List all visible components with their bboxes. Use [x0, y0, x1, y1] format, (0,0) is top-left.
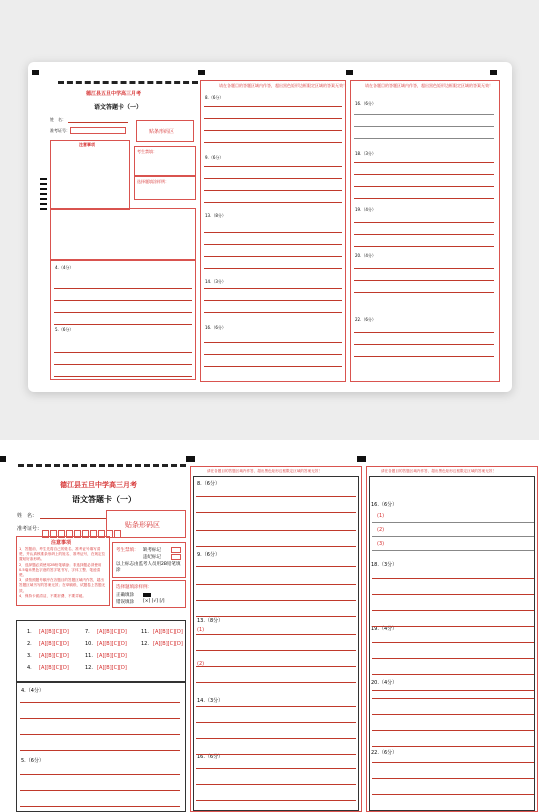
writing-line — [354, 268, 494, 269]
writing-line — [372, 658, 534, 659]
answer-sheet-full — [0, 440, 539, 812]
column-2-box: 请在各题目的答题区域内作答，超出黑色矩形边框限定区域的答案无效！ 8.（6分） 9.（6分） 13.（8分） (1) (2) 14.（3分） 16.（6分） — [190, 466, 362, 812]
mc-options[interactable]: [A][B][C][D] — [97, 653, 127, 659]
writing-line — [54, 288, 192, 289]
exam-no-boxes — [70, 127, 126, 134]
mc-options[interactable]: [A][B][C][D] — [153, 641, 183, 647]
writing-line — [204, 232, 342, 233]
mc-question-number: 4. — [27, 665, 32, 671]
mc-box — [50, 208, 196, 260]
mc-question-number: 1. — [27, 629, 32, 635]
writing-line — [204, 366, 342, 367]
writing-line — [20, 734, 180, 735]
writing-line — [196, 616, 356, 617]
notice-box — [16, 536, 110, 606]
name-field-line — [68, 122, 128, 123]
alignment-mark — [346, 70, 353, 75]
writing-line — [204, 354, 342, 355]
writing-line — [204, 190, 342, 191]
alignment-mark — [490, 70, 497, 75]
mc-options[interactable]: [A][B][C][D] — [39, 641, 69, 647]
sheet-title: 德江县五旦中学高三月考 — [60, 481, 137, 489]
writing-line — [196, 584, 356, 585]
exam-no-label: 准考证号： — [50, 128, 70, 133]
writing-line — [196, 722, 356, 723]
alignment-mark — [198, 70, 205, 75]
writing-line — [354, 174, 494, 175]
writing-line — [196, 650, 356, 651]
writing-line — [354, 246, 494, 247]
writing-line — [196, 666, 356, 667]
q13-label: 13.（8分） — [197, 618, 224, 624]
writing-line — [354, 198, 494, 199]
correct-fill-sample — [143, 593, 151, 597]
writing-line — [196, 682, 356, 683]
writing-line — [204, 288, 342, 289]
writing-line — [372, 762, 534, 763]
writing-line — [20, 790, 180, 791]
name-field-line[interactable] — [40, 518, 106, 519]
writing-line — [354, 234, 494, 235]
q16b-label: 16.（6分） — [197, 754, 224, 760]
absent-checkbox[interactable] — [171, 547, 181, 553]
name-label: 姓 名： — [50, 117, 66, 122]
mc-options[interactable]: [A][B][C][D] — [97, 665, 127, 671]
writing-line — [54, 312, 192, 313]
q8-label: 8.（6分） — [197, 481, 220, 487]
timing-mark — [40, 198, 47, 200]
writing-line — [196, 784, 356, 785]
writing-line — [20, 774, 180, 775]
writing-line — [54, 364, 192, 365]
mc-question-number: 11. — [85, 653, 93, 659]
writing-line — [354, 344, 494, 345]
writing-line — [196, 512, 356, 513]
mc-question-number: 11. — [141, 629, 149, 635]
writing-line — [20, 702, 180, 703]
writing-line — [20, 806, 180, 807]
sheet-subtitle: 语文答题卡（一） — [72, 495, 136, 504]
mc-question-number: 12. — [85, 665, 93, 671]
writing-line — [354, 186, 494, 187]
sheet-title: 德江县五旦中学高三月考 — [86, 91, 142, 97]
barcode-area: 贴条形码区 — [106, 510, 186, 538]
writing-line — [354, 162, 494, 163]
writing-line — [354, 292, 494, 293]
mc-options[interactable]: [A][B][C][D] — [97, 641, 127, 647]
q4-q5-box: 4.（4分） 5.（6分） — [50, 260, 196, 380]
writing-line — [372, 626, 534, 627]
writing-line — [54, 352, 192, 353]
warning-text: 请在各题目的答题区域内作答，超出黑色矩形边框限定区域的答案无效！ — [207, 469, 322, 473]
fill-example-box: 选择题填涂样例： — [134, 176, 196, 200]
writing-line — [196, 566, 356, 567]
writing-line — [204, 342, 342, 343]
writing-line — [204, 178, 342, 179]
fill-example-box: 选择题填涂样例： 正确填涂 错误填涂 [×] [√] [/] — [112, 580, 186, 608]
writing-line — [372, 674, 534, 675]
notice-box: 注意事项 — [50, 140, 130, 210]
column-2-box: 请在各题目的答题区域内作答，超出黑色矩形边框限定区域的答案无效！ 8.（6分） 9.（6分） 13.（8分） 14.（3分） 16.（6分） — [200, 80, 346, 382]
writing-line — [204, 300, 342, 301]
column-3-box: 请在各题目的答题区域内作答，超出黑色矩形边框限定区域的答案无效！ 16.（6分） (1) (2) (3) 18.（3分） 19.（4分） 20.（4分） 22.（6分） — [366, 466, 538, 812]
writing-line — [196, 754, 356, 755]
writing-line — [54, 324, 192, 325]
column-3-box: 请在各题目的答题区域内作答，超出黑色矩形边框限定区域的答案无效！ 16.（6分） 18.（3分） 19.（4分） 20.（4分） 22.（6分） — [350, 80, 500, 382]
warning-text: 请在各题目的答题区域内作答，超出黑色矩形边框限定区域的答案无效！ — [381, 469, 496, 473]
writing-line — [54, 300, 192, 301]
timing-mark — [40, 178, 47, 180]
q16-label: 16.（6分） — [371, 502, 398, 508]
writing-line — [372, 536, 534, 537]
timing-mark — [40, 208, 47, 210]
writing-line — [20, 750, 180, 751]
sheet-subtitle: 语文答题卡（一） — [94, 104, 143, 111]
status-box: 考生禁填： — [134, 146, 196, 176]
timing-mark — [40, 188, 47, 190]
timing-mark — [40, 193, 47, 195]
writing-line — [204, 244, 342, 245]
writing-line — [372, 522, 534, 523]
cut-line — [58, 81, 198, 84]
timing-mark — [40, 203, 47, 205]
writing-line — [196, 768, 356, 769]
answer-sheet-thumbnail — [28, 62, 512, 392]
alignment-mark — [357, 456, 366, 462]
mc-question-number: 2. — [27, 641, 32, 647]
mc-options[interactable]: [A][B][C][D] — [39, 653, 69, 659]
writing-line — [204, 256, 342, 257]
writing-line — [354, 126, 494, 127]
q14-label: 14.（3分） — [197, 698, 224, 704]
q22-label: 22.（6分） — [371, 750, 398, 756]
writing-line — [372, 730, 534, 731]
writing-line — [372, 746, 534, 747]
notice-title: 注意事项 — [51, 540, 72, 546]
q20-label: 20.（4分） — [371, 680, 398, 686]
writing-line — [372, 642, 534, 643]
mc-options[interactable]: [A][B][C][D] — [39, 629, 69, 635]
writing-line — [372, 698, 534, 699]
writing-line — [372, 578, 534, 579]
writing-line — [196, 600, 356, 601]
status-box: 考生禁填： 缺考标记 违纪标记 以上标志由监考人员用2B铅笔填涂 — [112, 542, 186, 578]
writing-line — [372, 550, 534, 551]
q4-label: 4.（4分） — [21, 688, 44, 694]
writing-line — [354, 114, 494, 115]
writing-line — [372, 794, 534, 795]
mc-options[interactable]: [A][B][C][D] — [153, 629, 183, 635]
q18-label: 18.（3分） — [371, 562, 398, 568]
violation-checkbox[interactable] — [171, 554, 181, 560]
writing-line — [204, 268, 342, 269]
writing-line — [204, 166, 342, 167]
writing-line — [196, 800, 356, 801]
mc-question-number: 10. — [85, 641, 93, 647]
cut-line — [18, 464, 186, 467]
writing-line — [372, 610, 534, 611]
writing-line — [354, 222, 494, 223]
writing-line — [354, 332, 494, 333]
mc-question-number: 7. — [85, 629, 90, 635]
writing-line — [354, 280, 494, 281]
writing-line — [196, 738, 356, 739]
writing-line — [204, 202, 342, 203]
mc-question-number: 12. — [141, 641, 149, 647]
notice-text: 1．答题前，考生先将自己的姓名、准考证号填写清楚，并认真核准条形码上的姓名、准考证号，在规定位置贴好条形码。 2．选择题必须使用2B铅笔填涂；非选择题必须使用0.5毫米黑色字迹的签字笔书写，字体工整、笔迹清楚。 3．请按照题号顺序在各题目的答题区域内作答，超出答题区域书写的答案无效；在草稿纸、试题卷上答题无效。 4．保持卡面清洁，不要折叠、不要弄破。 — [19, 547, 106, 598]
writing-line — [54, 376, 192, 377]
writing-line — [372, 594, 534, 595]
writing-line — [372, 778, 534, 779]
barcode-area: 贴条形码区 — [136, 120, 194, 142]
name-label: 姓 名： — [17, 513, 38, 519]
q19-label: 19.（4分） — [371, 626, 398, 632]
writing-line — [204, 106, 342, 107]
alignment-mark — [32, 70, 39, 75]
writing-line — [196, 706, 356, 707]
writing-line — [196, 530, 356, 531]
writing-line — [196, 546, 356, 547]
exam-no-label: 准考证号： — [17, 526, 43, 532]
writing-line — [204, 130, 342, 131]
writing-line — [354, 138, 494, 139]
answer-sheet — [0, 450, 539, 812]
mc-box — [16, 620, 186, 682]
alignment-mark — [186, 456, 195, 462]
q9-label: 9.（6分） — [197, 552, 220, 558]
mc-options[interactable]: [A][B][C][D] — [97, 629, 127, 635]
writing-line — [196, 496, 356, 497]
writing-line — [196, 634, 356, 635]
writing-line — [20, 718, 180, 719]
writing-line — [204, 312, 342, 313]
alignment-mark — [0, 456, 6, 462]
writing-line — [204, 142, 342, 143]
writing-line — [372, 714, 534, 715]
writing-line — [372, 690, 534, 691]
timing-mark — [40, 183, 47, 185]
mc-options[interactable]: [A][B][C][D] — [39, 665, 69, 671]
writing-line — [204, 118, 342, 119]
q5-label: 5.（6分） — [21, 758, 44, 764]
writing-line — [354, 356, 494, 357]
mc-question-number: 3. — [27, 653, 32, 659]
